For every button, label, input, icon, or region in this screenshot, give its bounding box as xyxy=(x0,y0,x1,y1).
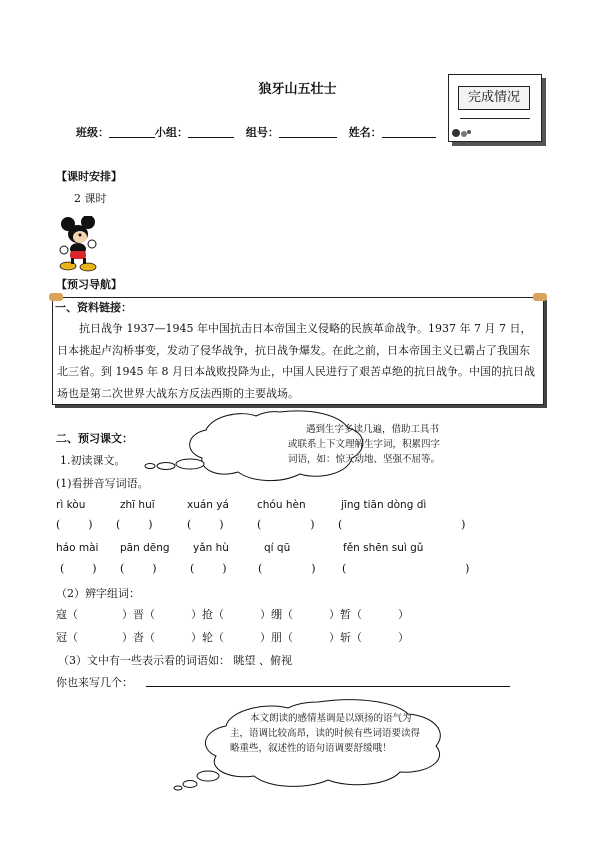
answer-2-3[interactable]: ( ) xyxy=(190,562,227,575)
char-2-5: ）斩（ xyxy=(329,631,362,644)
answer-1-3[interactable]: ( ) xyxy=(187,518,224,531)
class-blank[interactable] xyxy=(109,125,155,138)
completion-line xyxy=(460,118,530,119)
char-row-2 xyxy=(56,629,409,645)
resource-heading: 一、资料链接： xyxy=(55,301,132,314)
pinyin-2-2: pān dēng xyxy=(120,542,170,554)
char-2-3: ）轮（ xyxy=(191,631,224,644)
team-blank[interactable] xyxy=(279,125,337,138)
resource-text: 抗日战争 1937—1945 年中国抗击日本帝国主义侵略的民族革命战争。1937 年 7 月 7 日，日本挑起卢沟桥事变，发动了侵华战争，抗日战争爆发。在此之前，日本帝国主义已霸占了我国东北三省。到 1945 年 8 月日本战败投降为止，中国人民进行了艰苦卓绝的抗日战争。中国的抗日战场也是第二次世界大战东方反法西斯的主要战场。 xyxy=(57,322,535,400)
preview-nav-heading: 【预习导航】 xyxy=(56,278,122,291)
pinyin-2-5: fěn shēn suì gǔ xyxy=(343,542,424,554)
char-1-5: ）暂（ xyxy=(329,608,362,621)
item1: 1.初读课文。 xyxy=(60,454,126,467)
flower-icon xyxy=(450,126,472,140)
cloud-tip-1: 遇到生字多读几遍，借助工具书或联系上下文理解生字词，积累四字词语，如：惊天动地、坚强不屈等。 xyxy=(288,424,441,465)
answer-1-5[interactable]: ( ) xyxy=(338,518,466,531)
sub3: （3）文中有一些表示看的词语如： 眺望 、俯视 xyxy=(58,654,292,667)
scroll-right-icon xyxy=(533,293,547,301)
schedule-heading: 【课时安排】 xyxy=(56,170,122,183)
pinyin-1-4: chóu hèn xyxy=(257,499,306,511)
char-1-3: ）抢（ xyxy=(191,608,224,621)
char-1-2: ）晋（ xyxy=(122,608,155,621)
team-label: 组号： xyxy=(245,126,279,139)
answer-1-2[interactable]: ( ) xyxy=(116,518,153,531)
schedule-value: 2 课时 xyxy=(74,192,107,205)
pinyin-2-4: qí qū xyxy=(264,542,291,554)
pinyin-2-3: yǎn hù xyxy=(193,542,229,554)
name-blank[interactable] xyxy=(382,125,436,138)
char-2-6: ） xyxy=(398,631,409,644)
sub1: (1)看拼音写词语。 xyxy=(56,477,149,490)
sub2: （2）辨字组词： xyxy=(56,587,140,600)
answer-2-4[interactable]: ( ) xyxy=(258,562,316,575)
group-label: 小组： xyxy=(155,126,188,139)
write-line[interactable] xyxy=(146,686,510,687)
info-line xyxy=(76,124,436,140)
pinyin-1-1: rì kòu xyxy=(56,499,86,511)
answer-1-1[interactable]: ( ) xyxy=(56,518,93,531)
pinyin-1-3: xuán yá xyxy=(187,499,229,511)
char-1-6: ） xyxy=(398,608,409,621)
char-2-4: ）朋（ xyxy=(260,631,293,644)
page-title: 狼牙山五壮士 xyxy=(258,82,337,97)
mickey-icon xyxy=(58,216,102,272)
char-2-2: ）沓（ xyxy=(122,631,155,644)
name-label: 姓名： xyxy=(348,126,382,139)
group-blank[interactable] xyxy=(188,125,234,138)
cloud-tip-2: 本文朗读的感情基调是以颂扬的语气为主，语调比较高昂，读的时候有些词语要读得略重些，叙述性的语句语调要舒缓哦！ xyxy=(230,713,421,754)
char-1-1: 寇（ xyxy=(56,608,78,621)
preview-text-heading: 二、预习课文： xyxy=(56,432,133,445)
pinyin-2-1: háo mài xyxy=(56,542,99,554)
completion-box xyxy=(448,74,546,146)
write-prompt: 你也来写几个： xyxy=(56,676,133,689)
pinyin-1-5: jīng tiān dòng dì xyxy=(341,499,427,511)
resource-box xyxy=(52,297,544,405)
answer-2-5[interactable]: ( ) xyxy=(342,562,470,575)
completion-label: 完成情况 xyxy=(458,86,530,110)
answer-1-4[interactable]: ( ) xyxy=(257,518,315,531)
class-label: 班级： xyxy=(76,126,109,139)
char-1-4: ）绷（ xyxy=(260,608,293,621)
answer-2-1[interactable]: ( ) xyxy=(60,562,97,575)
char-2-1: 冠（ xyxy=(56,631,78,644)
char-row-1 xyxy=(56,606,409,622)
answer-2-2[interactable]: ( ) xyxy=(120,562,157,575)
pinyin-1-2: zhī huī xyxy=(120,499,155,511)
